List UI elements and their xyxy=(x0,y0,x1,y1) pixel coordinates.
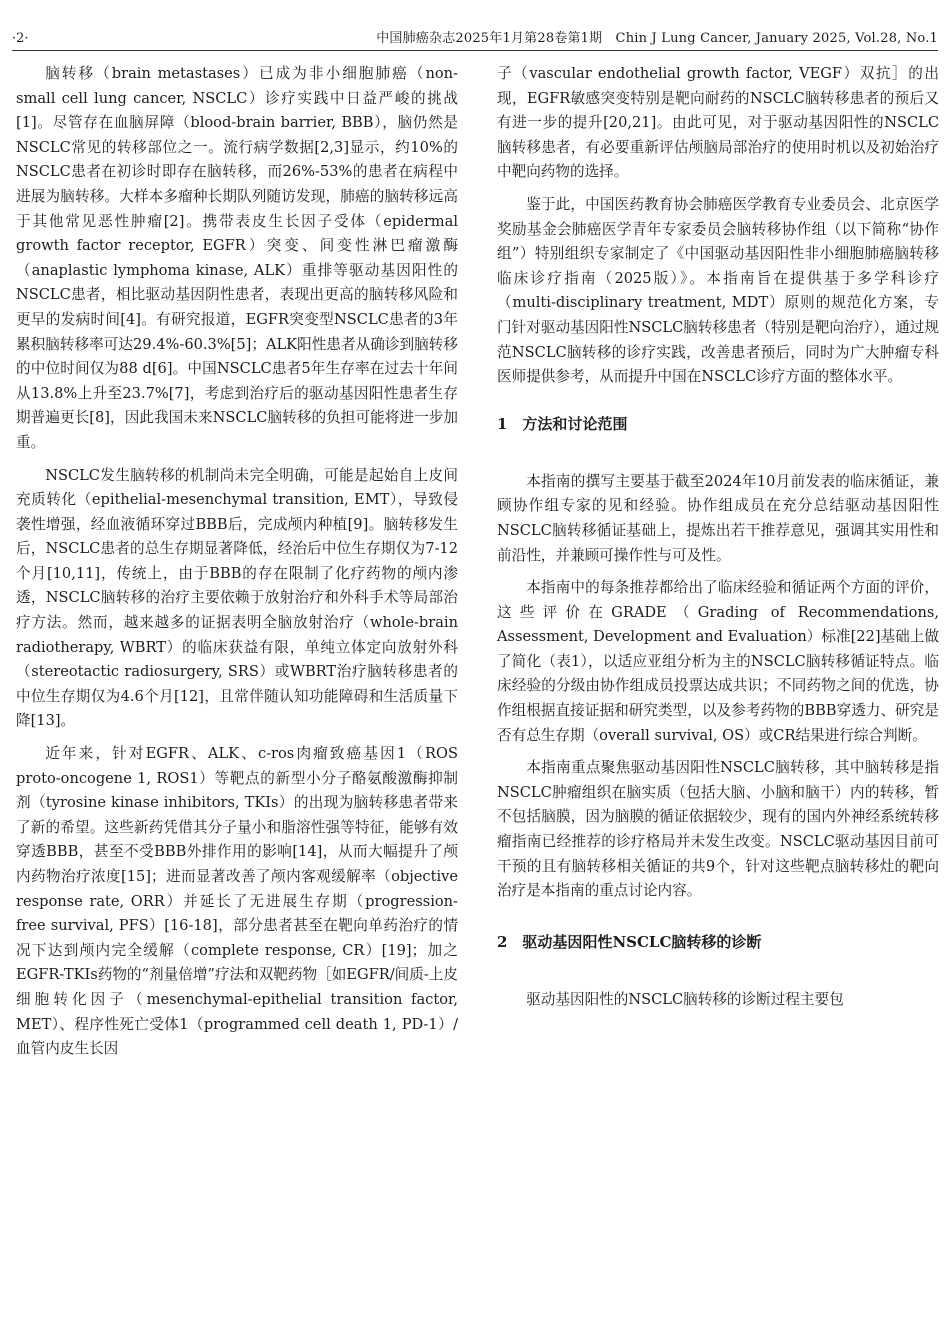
paragraph: 本指南的撰写主要基于截至2024年10月前发表的临床循证，兼顾协作组专家的见和经验。协作组成员在充分总结驱动基因阳性NSCLC脑转移循证基础上，提炼出若干推荐意见，强调其实用性和前沿性，并兼顾可操作性与可及性。 xyxy=(497,472,939,564)
paragraph: 驱动基因阳性的NSCLC脑转移的诊断过程主要包 xyxy=(526,990,844,1008)
paragraph: 鉴于此，中国医药教育协会肺癌医学教育专业委员会、北京医学奖励基金会肺癌医学青年专家委员会脑转移协作组（以下简称“协作组”）特别组织专家制定了《中国驱动基因阳性非小细胞肺癌脑转移临床诊疗指南（2025版）》。本指南旨在提供基于多学科诊疗（multi-disciplinary treatment, MDT）原则的规范化方案，专门针对驱动基因阳性NSCLC脑转移患者（特别是靶向治疗），通过规范NSCLC脑转移的诊疗实践，改善患者预后，同时为广大肿瘤专科医师提供参考，从而提升中国在NSCLC诊疗方面的整体水平。 xyxy=(497,195,939,386)
journal-citation-line: 中国肺癌杂志2025年1月第28卷第1期 Chin J Lung Cancer, January 2025, Vol.28, No.1 xyxy=(376,31,938,46)
left-column xyxy=(16,62,458,1070)
running-header xyxy=(12,30,938,51)
paragraph: 近年来，针对EGFR、ALK、c-ros肉瘤致癌基因1（ROS proto-oncogene 1, ROS1）等靶点的新型小分子酪氨酸激酶抑制剂（tyrosine kinase inhibitors, TKIs）的出现为脑转移患者带来了新的希望。这些新药凭借其分子量小和脂溶性强等特征，能够有效穿透BBB，甚至不受BBB外排作用的影响[14]，从而大幅提升了颅内药物治疗浓度[15]；进而显著改善了颅内客观缓解率（objective response rate, ORR）并延长了无进展生存期（progression-free survival, PFS）[16-18]，部分患者甚至在靶向单药治疗的情况下达到颅内完全缓解（complete response, CR）[19]；加之EGFR-TKIs药物的“剂量倍增”疗法和双靶药物［如EGFR/间质-上皮细胞转化因子（mesenchymal-epithelial transition factor, MET）、程序性死亡受体1（programmed cell death 1, PD-1）/血管内皮生长因 xyxy=(16,745,458,1058)
page-number: ·2· xyxy=(12,31,29,46)
section-heading-1: 1 方法和讨论范围 xyxy=(497,414,628,433)
section-heading-2: 2 驱动基因阳性NSCLC脑转移的诊断 xyxy=(497,932,762,951)
paragraph: 本指南中的每条推荐都给出了临床经验和循证两个方面的评价，这些评价在GRADE（Grading of Recommendations, Assessment, Development and Evaluation）标准[22]基础上做了简化（表1），以适应亚组分析为主的NSCLC脑转移循证特点。临床经验的分级由协作组成员投票达成共识；不同药物之间的优选，协作组根据直接证据和研究类型，以及参考药物的BBB穿透力、研究是否有总生存期（overall survival, OS）或CR结果进行综合判断。 xyxy=(497,579,939,744)
paragraph: 脑转移（brain metastases）已成为非小细胞肺癌（non-small cell lung cancer, NSCLC）诊疗实践中日益严峻的挑战[1]。尽管存在血脑屏障（blood-brain barrier, BBB），脑仍然是NSCLC常见的转移部位之一。流行病学数据[2,3]显示，约10%的NSCLC患者在初诊时即存在脑转移，而26%-53%的患者在病程中进展为脑转移。大样本多瘤种长期队列随访发现，肺癌的脑转移远高于其他常见恶性肿瘤[2]。携带表皮生长因子受体（epidermal growth factor receptor, EGFR）突变、间变性淋巴瘤激酶（anaplastic lymphoma kinase, ALK）重排等驱动基因阳性的NSCLC患者，相比驱动基因阴性患者，表现出更高的脑转移风险和更早的发病时间[4]。有研究报道，EGFR突变型NSCLC患者的3年累积脑转移率可达29.4%-60.3%[5]；ALK阳性患者从确诊到脑转移的中位时间仅为88 d[6]。中国NSCLC患者5年生存率在过去十年间从13.8%上升至23.7%[7]，考虑到治疗后的驱动基因阳性患者生存期普遍更长[8]，因此我国未来NSCLC脑转移的负担可能将进一步加重。 xyxy=(16,65,458,451)
paragraph-continued: 子（vascular endothelial growth factor, VEGF）双抗］的出现，EGFR敏感突变特别是靶向耐药的NSCLC脑转移患者的预后又有进一步的提升[20,21]。由此可见，对于驱动基因阳性的NSCLC脑转移患者，有必要重新评估颅脑局部治疗的使用时机以及初始治疗中靶向药物的选择。 xyxy=(497,65,939,181)
right-column xyxy=(497,62,939,1020)
paragraph: 本指南重点聚焦驱动基因阳性NSCLC脑转移，其中脑转移是指NSCLC肿瘤组织在脑实质（包括大脑、小脑和脑干）内的转移，暂不包括脑膜，因为脑膜的循证依据较少，现有的国内外神经系统转移瘤指南已经推荐的诊疗格局并未发生改变。NSCLC驱动基因目前可干预的且有脑转移相关循证的共9个，针对这些靶点脑转移灶的靶向治疗是本指南的重点讨论内容。 xyxy=(497,759,939,900)
paragraph: NSCLC发生脑转移的机制尚未完全明确，可能是起始自上皮间充质转化（epithelial-mesenchymal transition, EMT），导致侵袭性增强，经血液循环穿过BBB后，完成颅内种植[9]。脑转移发生后，NSCLC患者的总生存期显著降低，经治后中位生存期仅为7-12个月[10,11]，传统上，由于BBB的存在限制了化疗药物的颅内渗透，NSCLC脑转移的治疗主要依赖于放射治疗和外科手术等局部治疗方法。然而，越来越多的证据表明全脑放射治疗（whole-brain radiotherapy, WBRT）的临床获益有限，单纯立体定向放射外科（stereotactic radiosurgery, SRS）或WBRT治疗脑转移患者的中位生存期仅为4.6个月[12]，且常伴随认知功能障碍和生活质量下降[13]。 xyxy=(16,466,458,730)
